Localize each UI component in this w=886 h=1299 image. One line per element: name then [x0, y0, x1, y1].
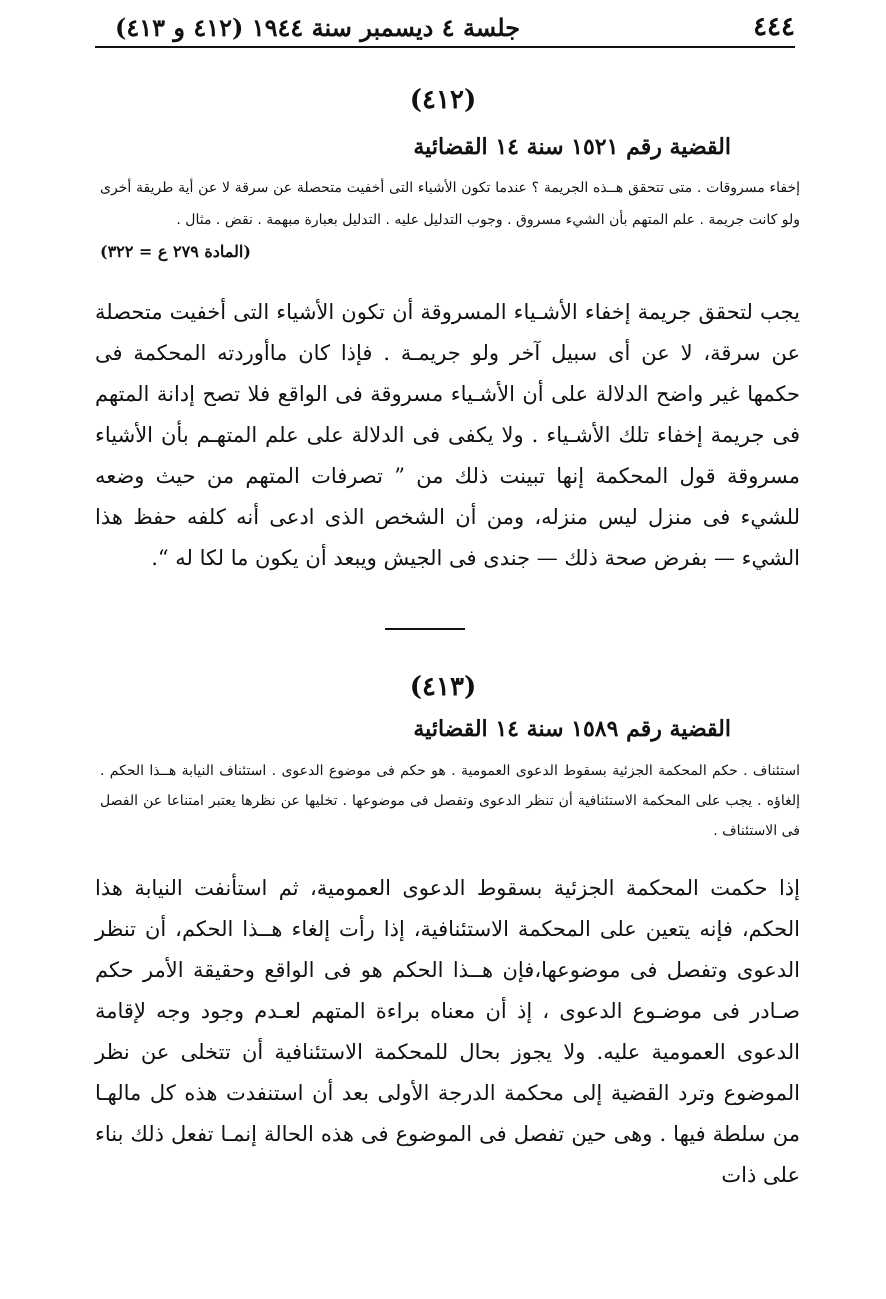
case-summary-413	[100, 756, 800, 846]
running-title: جلسة ٤ ديسمبر سنة ١٩٤٤ (٤١٢ و ٤١٣)	[115, 13, 521, 42]
case-summary-412	[100, 172, 800, 268]
summary-text-413: استئناف . حكم المحكمة الجزئية بسقوط الدعوى العمومية . هو حكم فى موضوع الدعوى . استئناف النيابة هــذا الحكم . إلغاؤه . يجب على المحكمة الاستئنافية أن تنظر الدعوى وتفصل فى موضوعها . تخليها عن نظرها يعتبر امتناعا عن الفصل فى الاستئناف .	[100, 763, 800, 839]
article-reference: (المادة ٢٧٩ ع = ٣٢٢)	[100, 242, 251, 261]
case-title-412: القضية رقم ١٥٢١ سنة ١٤ القضائية	[413, 134, 731, 160]
case-number-413: (٤١٣)	[409, 672, 477, 702]
case-number-412: (٤١٢)	[409, 85, 477, 115]
case-body-412: يجب لتحقق جريمة إخفاء الأشـياء المسروقة أن تكون الأشياء التى أخفيت متحصلة عن سرقة، لا عن أى سبيل آخر ولو جريمـة . فإذا كان ماأوردته المحكمة فى حكمها غير واضح الدلالة على أن الأشـياء مسروقة فى الواقع فلا تصح إدانة المتهم فى جريمة إخفاء تلك الأشـياء . ولا يكفى فى الدلالة على علم المتهـم بأن الأشياء مسروقة قول المحكمة إنها تبينت ذلك من ” تصرفات المتهم من حيث وضعه للشيء فى منزل ليس منزله، ومن أن الشخص الذى ادعى أنه كلفه حفظ هذا الشيء — بفرض صحة ذلك — جندى فى الجيش ويبعد أن يكون ما لكا له “.	[95, 300, 800, 570]
case-body-413: إذا حكمت المحكمة الجزئية بسقوط الدعوى العمومية، ثم استأنفت النيابة هذا الحكم، فإنه يتعين على المحكمة الاستئنافية، إذا رأت إلغاء هــذا الحكم، أن تنظر الدعوى وتفصل فى موضوعها،فإن هــذا الحكم هو فى الواقع وحقيقة الأمر حكم صـادر فى موضـوع الدعوى ، إذ أن معناه براءة المتهم لعـدم وجود وجه لإقامة الدعوى العمومية عليه. ولا يجوز بحال للمحكمة الاستئنافية أن تتخلى عن نظر الموضوع وترد القضية إلى محكمة الدرجة الأولى بعد أن استنفدت هذه كل مالهـا من سلطة فيها . وهى حين تفصل فى الموضوع فى هذه الحالة إنمـا تفعل ذلك بناء على ذات	[95, 876, 800, 1187]
page-number: ٤٤٤	[753, 12, 795, 42]
summary-text-412: إخفاء مسروقات . متى تتحقق هــذه الجريمة ؟ عندما تكون الأشياء التى أخفيت متحصلة عن سرقة لا عن أية طريقة أخرى ولو كانت جريمة . علم المتهم بأن الشيء مسروق . وجوب التدليل عليه . التدليل بعبارة مبهمة . نقض . مثال .	[100, 180, 800, 228]
case-title-413: القضية رقم ١٥٨٩ سنة ١٤ القضائية	[413, 716, 731, 742]
page-header	[95, 0, 795, 48]
section-divider	[385, 628, 465, 630]
